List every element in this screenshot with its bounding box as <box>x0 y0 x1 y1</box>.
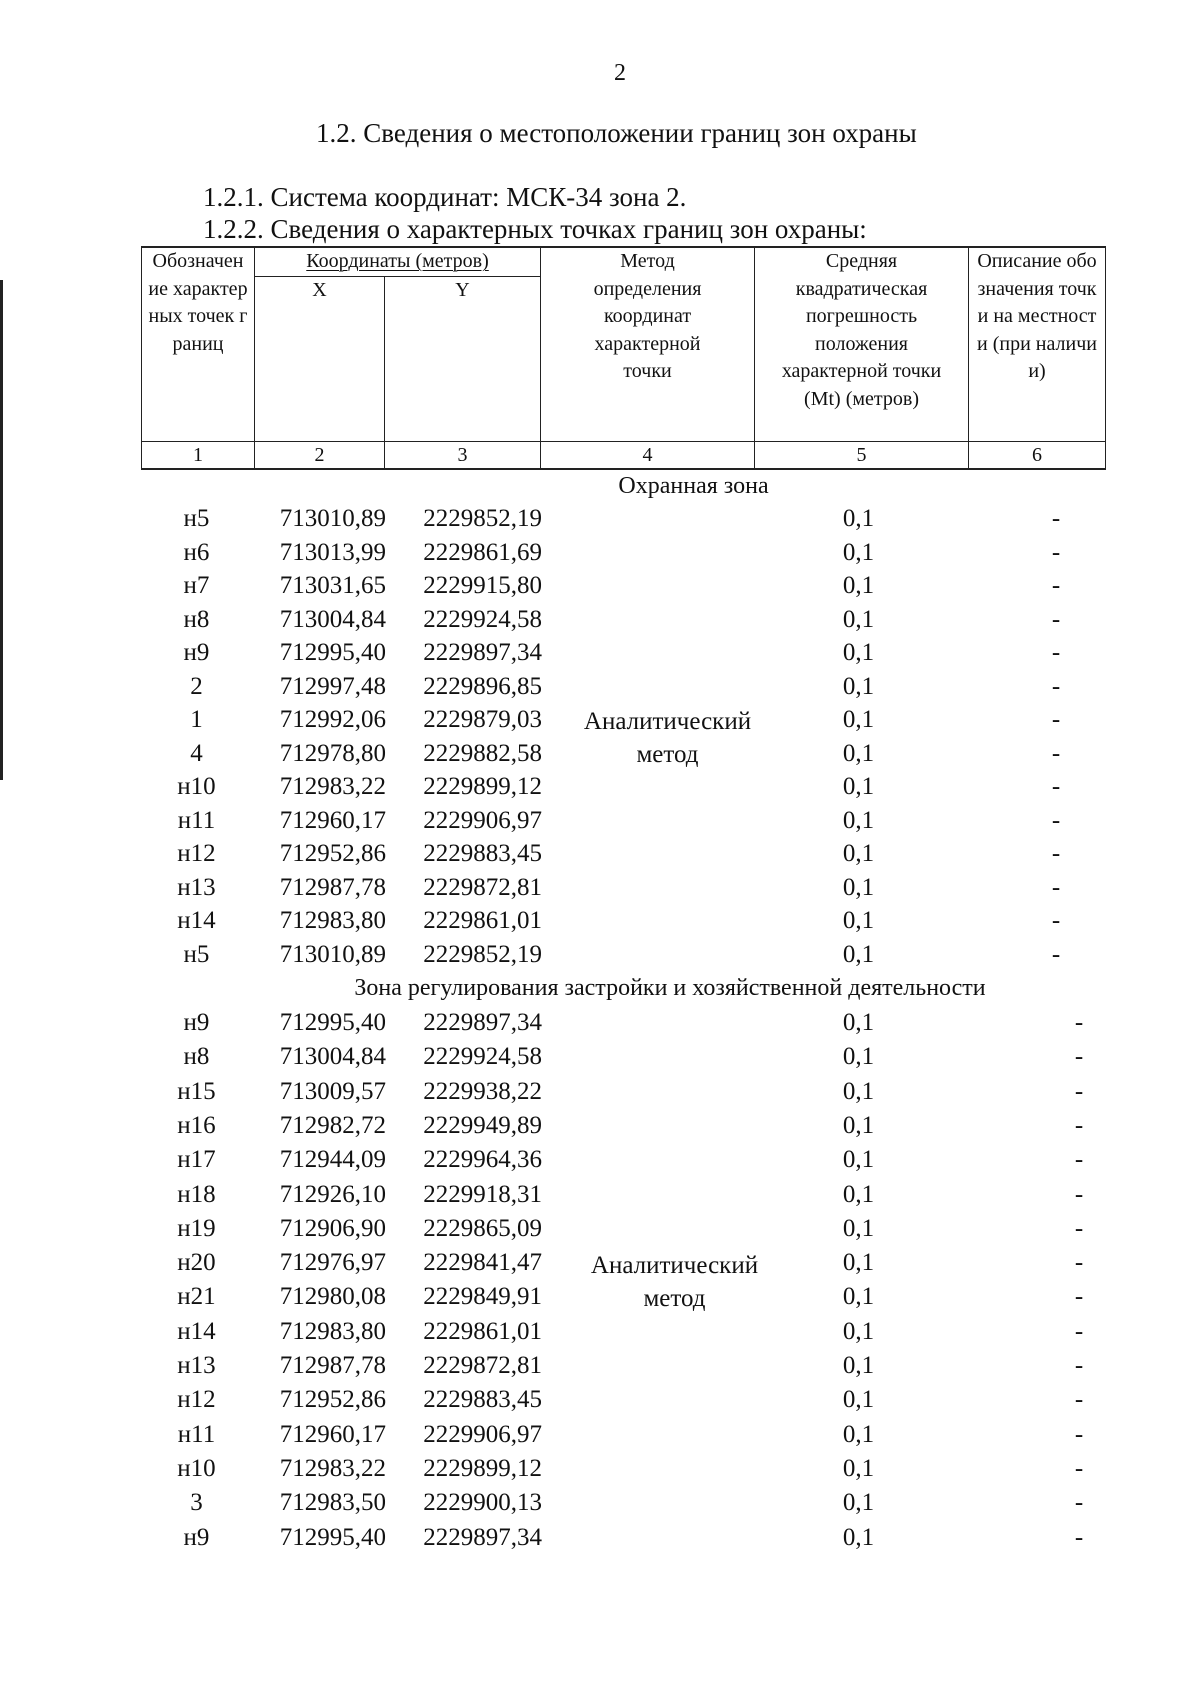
y-coordinate-cell: 2229861,01 <box>423 1317 542 1345</box>
x-coordinate-cell: 713004,84 <box>279 1043 386 1071</box>
y-coordinate-cell: 2229861,69 <box>423 538 542 566</box>
table-row <box>0 539 1200 573</box>
x-coordinate-cell: 712952,86 <box>279 1386 386 1414</box>
error-cell: 0,1 <box>842 1489 875 1517</box>
y-coordinate-cell: 2229896,85 <box>423 672 542 700</box>
x-coordinate-cell: 712983,80 <box>279 907 386 934</box>
point-cell: 4 <box>190 739 203 767</box>
section-title: Охранная зона <box>618 473 769 499</box>
error-cell: 0,1 <box>842 773 875 800</box>
x-coordinate-cell: 713010,89 <box>279 505 386 532</box>
point-cell: н10 <box>177 1454 216 1482</box>
y-coordinate-cell: 2229861,01 <box>423 907 542 934</box>
table-row <box>0 1283 1200 1317</box>
x-coordinate-cell: 712944,09 <box>279 1146 386 1174</box>
table-row <box>0 1078 1200 1112</box>
table-row <box>0 1352 1200 1386</box>
error-cell: 0,1 <box>842 1077 875 1105</box>
y-coordinate-cell: 2229883,45 <box>423 840 542 867</box>
error-cell: 0,1 <box>842 739 875 767</box>
description-cell: - <box>1051 840 1061 867</box>
table-row <box>0 874 1200 908</box>
description-cell: - <box>1051 706 1061 733</box>
header-coordinates <box>255 247 541 277</box>
point-cell: н11 <box>177 1420 216 1448</box>
description-cell: - <box>1074 1317 1084 1345</box>
error-cell: 0,1 <box>842 538 875 566</box>
error-cell: 0,1 <box>842 1214 875 1242</box>
description-cell: - <box>1074 1386 1084 1414</box>
point-cell: н9 <box>183 1523 210 1551</box>
error-cell: 0,1 <box>842 1009 875 1036</box>
header-point-designation-label: Обозначение характерных точек границ <box>148 250 248 355</box>
y-coordinate-cell: 2229897,34 <box>423 1523 542 1551</box>
x-coordinate-cell: 713009,57 <box>279 1077 386 1105</box>
description-cell: - <box>1074 1523 1084 1551</box>
x-coordinate-cell: 713010,89 <box>279 940 386 968</box>
error-cell: 0,1 <box>842 940 875 968</box>
table-row <box>0 840 1200 874</box>
y-coordinate-cell: 2229906,97 <box>423 1420 542 1448</box>
x-coordinate-cell: 712997,48 <box>279 672 386 700</box>
description-cell: - <box>1051 873 1061 901</box>
table-row <box>0 673 1200 707</box>
point-cell: н20 <box>177 1249 216 1277</box>
table-row <box>0 1318 1200 1352</box>
table-row <box>0 807 1200 841</box>
error-cell: 0,1 <box>842 605 875 633</box>
x-coordinate-cell: 712983,22 <box>279 1454 386 1482</box>
description-cell: - <box>1074 1043 1084 1071</box>
point-cell: н18 <box>177 1180 216 1208</box>
error-cell: 0,1 <box>842 1454 875 1482</box>
description-cell: - <box>1051 907 1061 934</box>
error-cell: 0,1 <box>842 672 875 700</box>
point-cell: н7 <box>183 572 210 599</box>
y-coordinate-cell: 2229879,03 <box>423 706 542 733</box>
point-cell: н8 <box>183 1043 210 1071</box>
description-cell: - <box>1051 639 1061 666</box>
description-cell: - <box>1051 538 1061 566</box>
method-label: Аналитический метод <box>583 708 752 768</box>
section-heading: 1.2. Сведения о местоположении границ зон охраны <box>316 118 917 148</box>
y-coordinate-cell: 2229899,12 <box>423 1454 542 1482</box>
point-cell: н5 <box>183 940 210 968</box>
point-cell: 2 <box>190 672 203 700</box>
error-cell: 0,1 <box>842 1249 875 1277</box>
error-cell: 0,1 <box>842 1386 875 1414</box>
method-label: Аналитический метод <box>590 1252 759 1312</box>
y-coordinate-cell: 2229964,36 <box>423 1146 542 1174</box>
error-cell: 0,1 <box>842 1523 875 1551</box>
description-cell: - <box>1051 572 1061 599</box>
point-cell: н15 <box>177 1077 216 1105</box>
x-coordinate-cell: 712952,86 <box>279 840 386 867</box>
y-coordinate-cell: 2229900,13 <box>423 1489 542 1517</box>
x-coordinate-cell: 712906,90 <box>279 1214 386 1242</box>
table-row <box>0 606 1200 640</box>
point-cell: н16 <box>177 1111 216 1139</box>
table-row <box>0 1386 1200 1420</box>
table-row <box>0 1455 1200 1489</box>
y-coordinate-cell: 2229899,12 <box>423 773 542 800</box>
x-coordinate-cell: 713013,99 <box>279 538 386 566</box>
description-cell: - <box>1074 1420 1084 1448</box>
x-coordinate-cell: 712926,10 <box>279 1180 386 1208</box>
description-cell: - <box>1051 940 1061 968</box>
header-point-designation <box>142 247 255 442</box>
point-cell: н14 <box>177 1317 216 1345</box>
y-coordinate-cell: 2229849,91 <box>423 1283 542 1311</box>
table-row <box>0 1524 1200 1558</box>
table-row <box>0 1181 1200 1215</box>
column-number: 2 <box>255 442 385 470</box>
y-coordinate-cell: 2229872,81 <box>423 873 542 901</box>
description-cell: - <box>1074 1077 1084 1105</box>
x-coordinate-cell: 713031,65 <box>279 572 386 599</box>
point-cell: н12 <box>177 840 216 867</box>
table-row <box>0 706 1200 740</box>
table-row <box>0 941 1200 975</box>
description-cell: - <box>1074 1352 1084 1379</box>
x-coordinate-cell: 712983,50 <box>279 1489 386 1517</box>
table-row <box>0 1215 1200 1249</box>
y-coordinate-cell: 2229906,97 <box>423 806 542 834</box>
table-row <box>0 1146 1200 1180</box>
x-coordinate-cell: 712978,80 <box>279 739 386 767</box>
error-cell: 0,1 <box>842 907 875 934</box>
point-cell: н14 <box>177 907 216 934</box>
header-x-label: X <box>312 279 327 301</box>
column-number: 1 <box>142 442 255 470</box>
x-coordinate-cell: 712995,40 <box>279 1009 386 1036</box>
error-cell: 0,1 <box>842 1352 875 1379</box>
points-info-line: 1.2.2. Сведения о характерных точках границ зон охраны: <box>203 214 867 244</box>
x-coordinate-cell: 712976,97 <box>279 1249 386 1277</box>
y-coordinate-cell: 2229872,81 <box>423 1352 542 1379</box>
description-cell: - <box>1074 1454 1084 1482</box>
table-row <box>0 1043 1200 1077</box>
table-row <box>0 773 1200 807</box>
point-cell: н19 <box>177 1214 216 1242</box>
error-cell: 0,1 <box>842 505 875 532</box>
point-cell: н9 <box>183 639 210 666</box>
description-cell: - <box>1074 1283 1084 1311</box>
table-row <box>0 1249 1200 1283</box>
error-cell: 0,1 <box>842 706 875 733</box>
header-coordinates-label: Координаты (метров) <box>306 250 489 272</box>
description-cell: - <box>1051 806 1061 834</box>
error-cell: 0,1 <box>842 1180 875 1208</box>
column-number: 3 <box>385 442 541 470</box>
point-cell: н13 <box>177 1352 216 1379</box>
y-coordinate-cell: 2229841,47 <box>423 1249 542 1277</box>
error-cell: 0,1 <box>842 1420 875 1448</box>
y-coordinate-cell: 2229882,58 <box>423 739 542 767</box>
error-cell: 0,1 <box>842 572 875 599</box>
header-description <box>969 247 1106 442</box>
error-cell: 0,1 <box>842 1317 875 1345</box>
y-coordinate-cell: 2229897,34 <box>423 1009 542 1036</box>
y-coordinate-cell: 2229852,19 <box>423 940 542 968</box>
header-y <box>385 277 541 442</box>
description-cell: - <box>1074 1009 1084 1036</box>
header-method <box>541 247 755 442</box>
point-cell: 1 <box>190 706 203 733</box>
x-coordinate-cell: 712987,78 <box>279 873 386 901</box>
x-coordinate-cell: 712995,40 <box>279 639 386 666</box>
x-coordinate-cell: 712983,22 <box>279 773 386 800</box>
table-header <box>141 246 1106 470</box>
error-cell: 0,1 <box>842 1043 875 1071</box>
description-cell: - <box>1074 1111 1084 1139</box>
x-coordinate-cell: 712983,80 <box>279 1317 386 1345</box>
y-coordinate-cell: 2229924,58 <box>423 1043 542 1071</box>
description-cell: - <box>1051 505 1061 532</box>
point-cell: н17 <box>177 1146 216 1174</box>
y-coordinate-cell: 2229915,80 <box>423 572 542 599</box>
x-coordinate-cell: 712960,17 <box>279 806 386 834</box>
table-row <box>0 1112 1200 1146</box>
y-coordinate-cell: 2229852,19 <box>423 505 542 532</box>
point-cell: н6 <box>183 538 210 566</box>
point-cell: н5 <box>183 505 210 532</box>
description-cell: - <box>1074 1180 1084 1208</box>
description-cell: - <box>1051 773 1061 800</box>
y-coordinate-cell: 2229897,34 <box>423 639 542 666</box>
error-cell: 0,1 <box>842 806 875 834</box>
description-cell: - <box>1074 1249 1084 1277</box>
description-cell: - <box>1074 1489 1084 1517</box>
error-cell: 0,1 <box>842 1146 875 1174</box>
y-coordinate-cell: 2229918,31 <box>423 1180 542 1208</box>
coordinate-system-line: 1.2.1. Система координат: МСК-34 зона 2. <box>203 182 687 212</box>
table-row <box>0 740 1200 774</box>
section-title: Зона регулирования застройки и хозяйственной деятельности <box>354 975 986 1001</box>
point-cell: н13 <box>177 873 216 901</box>
point-cell: н10 <box>177 773 216 800</box>
page-number: 2 <box>614 60 626 86</box>
error-cell: 0,1 <box>842 1283 875 1311</box>
x-coordinate-cell: 713004,84 <box>279 605 386 633</box>
description-cell: - <box>1051 605 1061 633</box>
y-coordinate-cell: 2229924,58 <box>423 605 542 633</box>
table-row <box>0 639 1200 673</box>
table-row <box>0 1009 1200 1043</box>
description-cell: - <box>1051 672 1061 700</box>
x-coordinate-cell: 712960,17 <box>279 1420 386 1448</box>
point-cell: н21 <box>177 1283 216 1311</box>
header-method-label: Метод определения координат характерной точки <box>593 250 702 382</box>
column-number: 6 <box>969 442 1106 470</box>
description-cell: - <box>1074 1146 1084 1174</box>
table-row <box>0 505 1200 539</box>
point-cell: 3 <box>190 1489 203 1517</box>
point-cell: н9 <box>183 1009 210 1036</box>
header-description-label: Описание обозначения точки на местности (при наличии) <box>977 250 1097 382</box>
point-cell: н12 <box>177 1386 216 1414</box>
table-row <box>0 907 1200 941</box>
y-coordinate-cell: 2229949,89 <box>423 1111 542 1139</box>
error-cell: 0,1 <box>842 1111 875 1139</box>
error-cell: 0,1 <box>842 639 875 666</box>
description-cell: - <box>1051 739 1061 767</box>
y-coordinate-cell: 2229865,09 <box>423 1214 542 1242</box>
error-cell: 0,1 <box>842 873 875 901</box>
point-cell: н8 <box>183 605 210 633</box>
y-coordinate-cell: 2229883,45 <box>423 1386 542 1414</box>
y-coordinate-cell: 2229938,22 <box>423 1077 542 1105</box>
table-row <box>0 1421 1200 1455</box>
x-coordinate-cell: 712982,72 <box>279 1111 386 1139</box>
x-coordinate-cell: 712980,08 <box>279 1283 386 1311</box>
header-error-label: Средняя квадратическая погрешность положения характерной точки (Mt) (метров) <box>781 250 942 410</box>
header-x <box>255 277 385 442</box>
x-coordinate-cell: 712992,06 <box>279 706 386 733</box>
error-cell: 0,1 <box>842 840 875 867</box>
x-coordinate-cell: 712987,78 <box>279 1352 386 1379</box>
table-row <box>0 572 1200 606</box>
x-coordinate-cell: 712995,40 <box>279 1523 386 1551</box>
table-row <box>0 1489 1200 1523</box>
column-number: 5 <box>755 442 969 470</box>
point-cell: н11 <box>177 806 216 834</box>
description-cell: - <box>1074 1214 1084 1242</box>
header-error <box>755 247 969 442</box>
header-y-label: Y <box>455 279 470 301</box>
column-number: 4 <box>541 442 755 470</box>
